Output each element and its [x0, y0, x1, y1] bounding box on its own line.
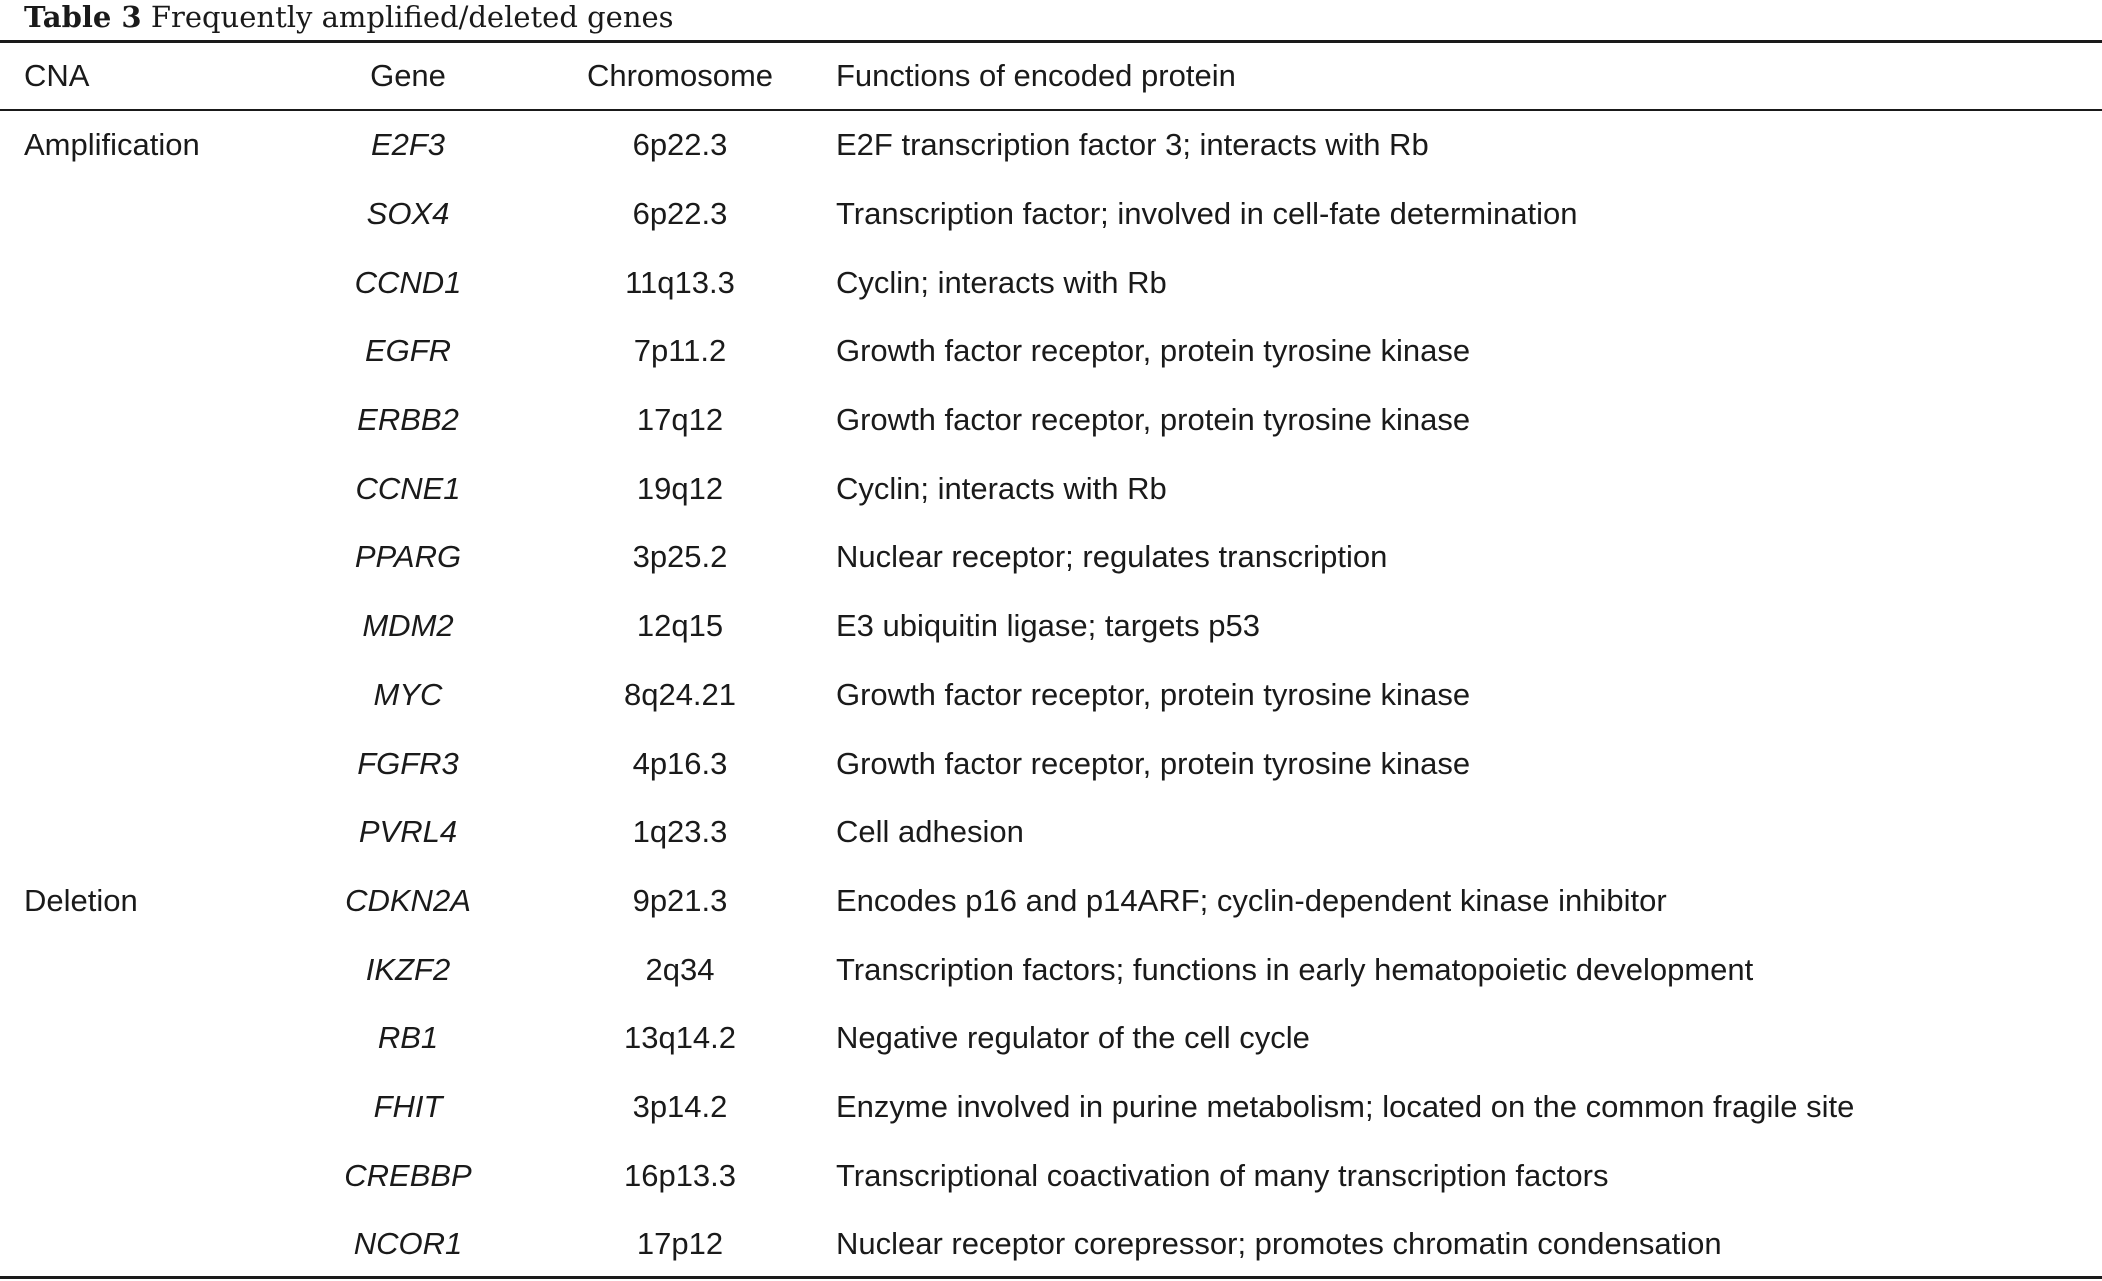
table-row	[0, 592, 2102, 661]
cell-functions: Growth factor receptor, protein tyrosine kinase	[836, 745, 1471, 781]
cell-gene: SOX4	[366, 196, 450, 232]
cell-cna	[24, 592, 314, 661]
table-caption-label: Table 3	[24, 0, 142, 34]
cell-cna	[24, 729, 314, 798]
table-row	[0, 867, 2102, 936]
cell-chromosome: 16p13.3	[623, 1157, 737, 1193]
cell-gene: MDM2	[362, 608, 454, 644]
cell-gene: PPARG	[354, 539, 462, 575]
cell-gene: FHIT	[373, 1088, 443, 1124]
table-row	[0, 386, 2102, 455]
cell-cna	[24, 317, 314, 386]
cell-chromosome: 19q12	[636, 470, 724, 506]
cell-functions: Nuclear receptor corepressor; promotes chromatin condensation	[836, 1226, 1722, 1262]
table-row	[0, 1004, 2102, 1073]
table-row	[0, 661, 2102, 730]
cell-functions: Transcription factor; involved in cell-fate determination	[836, 196, 1578, 232]
cell-chromosome: 12q15	[636, 608, 724, 644]
cell-gene: CDKN2A	[345, 882, 471, 918]
cell-gene: PVRL4	[358, 814, 458, 850]
table-header-row	[0, 43, 2102, 109]
cell-chromosome: 6p22.3	[632, 196, 728, 232]
cell-gene: FGFR3	[357, 745, 459, 781]
table-row	[0, 248, 2102, 317]
cell-functions: Transcriptional coactivation of many transcription factors	[836, 1157, 1609, 1193]
cell-gene: CCND1	[354, 264, 462, 300]
cell-chromosome: 2q34	[645, 951, 715, 987]
cell-functions: Enzyme involved in purine metabolism; located on the common fragile site	[836, 1088, 1855, 1124]
cell-chromosome: 3p25.2	[632, 539, 728, 575]
cell-functions: Growth factor receptor, protein tyrosine kinase	[836, 676, 1471, 712]
cell-cna	[24, 798, 314, 867]
cell-cna	[24, 386, 314, 455]
table-row	[0, 1210, 2102, 1279]
cell-cna	[24, 248, 314, 317]
cell-chromosome: 13q14.2	[623, 1020, 737, 1056]
cell-cna: Deletion	[24, 882, 138, 918]
table-row	[0, 1141, 2102, 1210]
cell-chromosome: 17q12	[636, 402, 724, 438]
cell-chromosome: 7p11.2	[633, 333, 727, 369]
cell-functions: Growth factor receptor, protein tyrosine kinase	[836, 333, 1471, 369]
cell-chromosome: 4p16.3	[632, 745, 728, 781]
table-caption-text: Frequently amplified/deleted genes	[150, 0, 674, 34]
gene-table	[0, 43, 2102, 1279]
table-row	[0, 454, 2102, 523]
cell-chromosome: 3p14.2	[632, 1088, 728, 1124]
cell-functions: Nuclear receptor; regulates transcription	[836, 539, 1388, 575]
cell-gene: CCNE1	[355, 470, 461, 506]
cell-chromosome: 9p21.3	[632, 882, 728, 918]
cell-gene: IKZF2	[365, 951, 451, 987]
table-row	[0, 1073, 2102, 1142]
cell-gene: NCOR1	[353, 1226, 463, 1262]
cell-chromosome: 8q24.21	[623, 676, 737, 712]
cell-cna: Amplification	[24, 127, 200, 163]
cell-cna	[24, 1210, 314, 1279]
cell-functions: Cell adhesion	[836, 814, 1024, 850]
table-row	[0, 523, 2102, 592]
cell-gene: MYC	[373, 676, 443, 712]
cell-cna	[24, 454, 314, 523]
cell-chromosome: 1q23.3	[632, 814, 728, 850]
cell-cna	[24, 1073, 314, 1142]
header-gene: Gene	[370, 58, 446, 93]
cell-functions: Cyclin; interacts with Rb	[836, 264, 1167, 300]
cell-gene: RB1	[377, 1020, 439, 1056]
cell-functions: Cyclin; interacts with Rb	[836, 470, 1167, 506]
cell-chromosome: 11q13.3	[625, 264, 735, 300]
cell-cna	[24, 523, 314, 592]
cell-functions: Negative regulator of the cell cycle	[836, 1020, 1310, 1056]
cell-cna	[24, 1141, 314, 1210]
header-functions: Functions of encoded protein	[836, 58, 1236, 93]
table-caption	[24, 0, 674, 38]
cell-cna	[24, 1004, 314, 1073]
header-cna: CNA	[24, 58, 90, 93]
cell-gene: ERBB2	[357, 402, 459, 438]
table-row	[0, 798, 2102, 867]
table-row	[0, 935, 2102, 1004]
cell-functions: Encodes p16 and p14ARF; cyclin-dependent kinase inhibitor	[836, 882, 1667, 918]
cell-chromosome: 6p22.3	[632, 127, 728, 163]
cell-gene: CREBBP	[344, 1157, 472, 1193]
header-chromosome: Chromosome	[586, 58, 774, 93]
cell-cna	[24, 661, 314, 730]
cell-gene: EGFR	[364, 333, 452, 369]
cell-functions: E2F transcription factor 3; interacts with Rb	[836, 127, 1429, 163]
table-row	[0, 729, 2102, 798]
table-row	[0, 111, 2102, 180]
cell-functions: E3 ubiquitin ligase; targets p53	[836, 608, 1260, 644]
cell-gene: E2F3	[370, 127, 446, 163]
cell-chromosome: 17p12	[636, 1226, 724, 1262]
table-body	[0, 111, 2102, 1279]
cell-cna	[24, 180, 314, 249]
cell-functions: Transcription factors; functions in early hematopoietic development	[836, 951, 1754, 987]
table-row	[0, 317, 2102, 386]
table-row	[0, 180, 2102, 249]
cell-functions: Growth factor receptor, protein tyrosine kinase	[836, 402, 1471, 438]
cell-cna	[24, 935, 314, 1004]
